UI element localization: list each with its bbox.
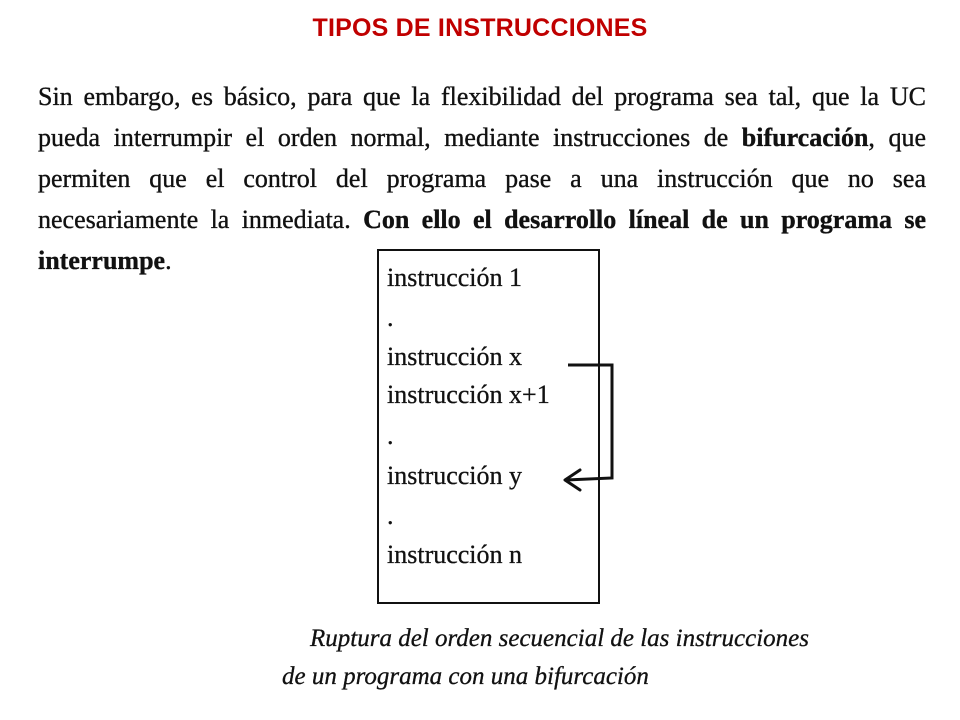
paragraph-text-2: , que permiten que el control del programa pase a una instrucción que no sea necesariamente la inmediata.: [38, 123, 926, 234]
caption-line-1: Ruptura del orden secuencial de las instrucciones: [310, 625, 809, 652]
caption-line-2: de un programa con una bifurcación: [282, 663, 649, 690]
listing-line-dot-3: .: [387, 501, 394, 530]
figure-caption: [282, 620, 809, 696]
listing-line-instruccion-1: instrucción 1: [387, 263, 523, 292]
listing-line-dot-1: .: [387, 303, 394, 332]
paragraph-text-3: .: [165, 246, 172, 275]
listing-line-instruccion-n: instrucción n: [387, 540, 523, 569]
listing-line-instruccion-x: instrucción x: [387, 342, 523, 371]
paragraph-text-1: Sin embargo, es básico, para que la flexibilidad del programa sea tal, que la UC pueda interrumpir el orden normal, mediante instrucciones de: [38, 82, 926, 152]
paragraph-bold-conclusion: Con ello el desarrollo líneal de un programa se interrumpe: [38, 205, 926, 275]
slide-title: TIPOS DE INSTRUCCIONES: [312, 14, 648, 42]
listing-line-dot-2: .: [387, 421, 394, 450]
paragraph-bold-bifurcacion: bifurcación: [741, 123, 869, 152]
branch-arrow-icon: [560, 350, 630, 495]
listing-line-instruccion-y: instrucción y: [387, 461, 523, 490]
listing-line-instruccion-x1: instrucción x+1: [387, 380, 550, 409]
